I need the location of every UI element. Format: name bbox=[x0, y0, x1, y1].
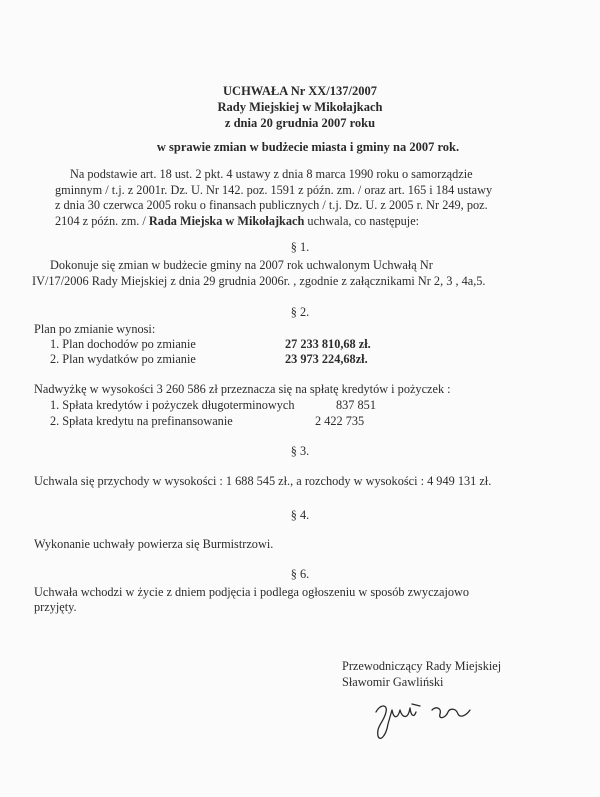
preamble-line-4-start: 2104 z późn. zm. / bbox=[55, 214, 149, 228]
plan-income-label: 1. Plan dochodów po zmianie bbox=[50, 337, 196, 351]
section-2-heading: § 2. bbox=[290, 305, 310, 319]
plan-income-value: 27 233 810,68 zł. bbox=[285, 337, 371, 351]
section-6-heading: § 6. bbox=[290, 567, 310, 581]
plan-expenses-label: 2. Plan wydatków po zmianie bbox=[50, 352, 196, 366]
resolution-subject: w sprawie zmian w budżecie miasta i gminy na 2007 rok. bbox=[156, 140, 460, 154]
repayment-1-label: 1. Spłata kredytów i pożyczek długoterminowych bbox=[50, 398, 295, 412]
section-6-line-2: przyjęty. bbox=[34, 600, 77, 614]
repayment-1-value: 837 851 bbox=[336, 398, 376, 412]
council-name-bold: Rada Miejska w Mikołajkach bbox=[148, 214, 305, 228]
handwritten-signature bbox=[366, 696, 486, 746]
section-4-text: Wykonanie uchwały powierza się Burmistrzowi. bbox=[34, 537, 274, 551]
resolution-date: z dnia 20 grudnia 2007 roku bbox=[224, 116, 376, 130]
surplus-text: Nadwyżkę w wysokości 3 260 586 zł przeznacza się na spłatę kredytów i pożyczek : bbox=[34, 382, 451, 396]
repayment-2-label: 2. Spłata kredytu na prefinansowanie bbox=[50, 414, 233, 428]
preamble-line-4 bbox=[55, 214, 419, 229]
council-name: Rady Miejskiej w Mikołajkach bbox=[217, 100, 383, 114]
preamble-line-3: z dnia 30 czerwca 2005 roku o finansach publicznych / t.j. Dz. U. z 2005 r. Nr 249, poz. bbox=[55, 198, 488, 212]
section-3-heading: § 3. bbox=[290, 444, 310, 458]
signatory-title: Przewodniczący Rady Miejskiej bbox=[342, 659, 502, 673]
section-3-text: Uchwala się przychody w wysokości : 1 688 545 zł., a rozchody w wysokości : 4 949 131 zł. bbox=[34, 474, 492, 488]
section-1-line-2: IV/17/2006 Rady Miejskiej z dnia 29 grudnia 2006r. , zgodnie z załącznikami Nr 2, 3 , 4a,5. bbox=[32, 274, 486, 288]
preamble-line-4-end: uchwala, co następuje: bbox=[304, 214, 420, 228]
plan-intro: Plan po zmianie wynosi: bbox=[34, 322, 156, 336]
signatory-name: Sławomir Gawliński bbox=[342, 675, 444, 689]
resolution-number: UCHWAŁA Nr XX/137/2007 bbox=[223, 84, 377, 98]
section-6-line-1: Uchwała wchodzi w życie z dniem podjęcia i podlega ogłoszeniu w sposób zwyczajowo bbox=[34, 585, 470, 599]
section-1-heading: § 1. bbox=[290, 240, 310, 254]
section-1-line-1: Dokonuje się zmian w budżecie gminy na 2007 rok uchwalonym Uchwałą Nr bbox=[50, 258, 433, 272]
repayment-2-value: 2 422 735 bbox=[315, 414, 365, 428]
section-4-heading: § 4. bbox=[290, 508, 310, 522]
preamble-line-1: Na podstawie art. 18 ust. 2 pkt. 4 ustawy z dnia 8 marca 1990 roku o samorządzie bbox=[70, 167, 473, 181]
plan-expenses-value: 23 973 224,68zł. bbox=[285, 352, 368, 366]
preamble-line-2: gminnym / t.j. z 2001r. Dz. U. Nr 142. poz. 1591 z późn. zm. / oraz art. 165 i 184 ustawy bbox=[55, 183, 493, 197]
